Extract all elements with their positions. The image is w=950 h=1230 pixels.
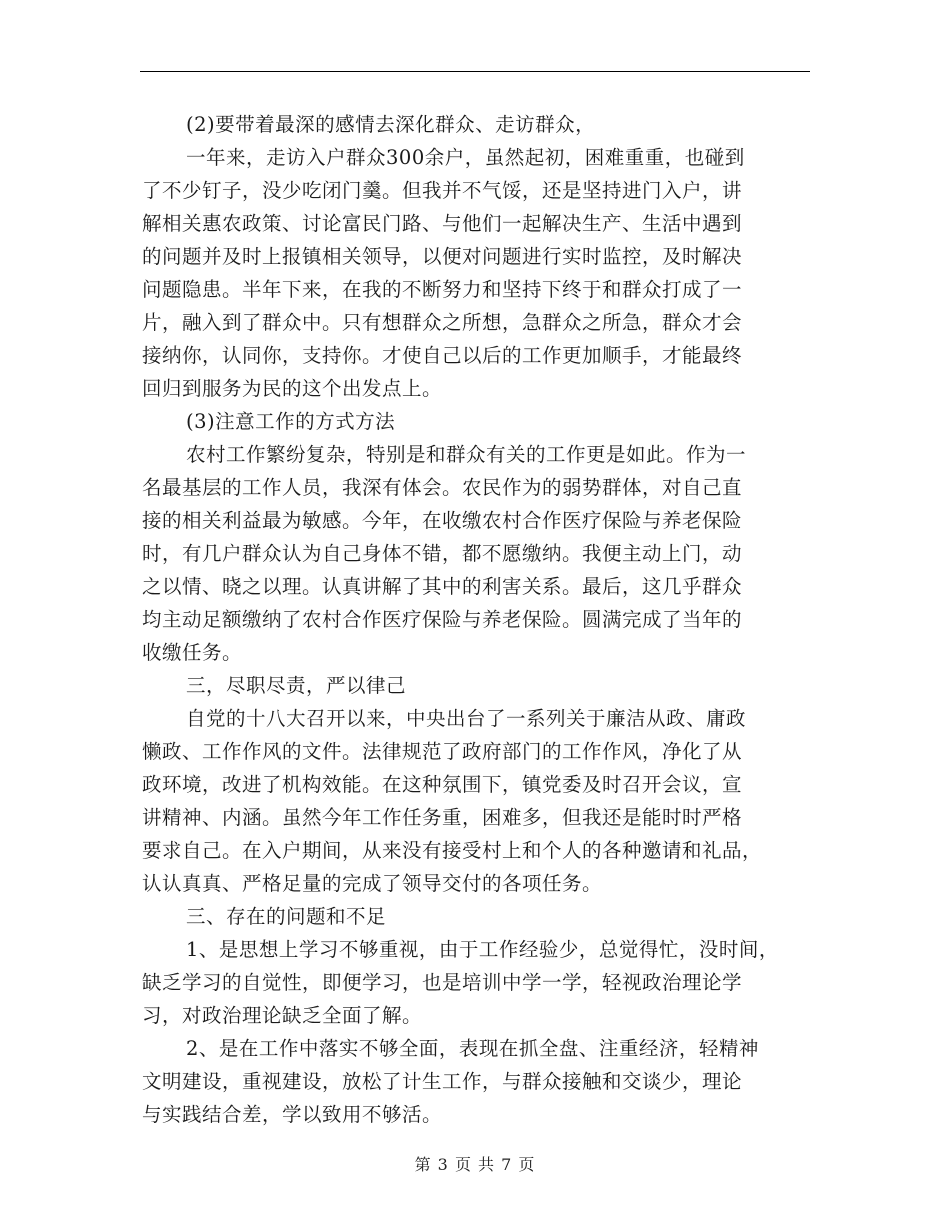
document-body [142,108,814,1131]
paragraph-line: 问题隐患。半年下来，在我的不断努力和坚持下终于和群众打成了一 [142,278,743,301]
paragraph-line: 政环境，改进了机构效能。在这种氛围下，镇党委及时召开会议，宣 [142,773,743,796]
header-rule [140,71,810,72]
paragraph-line: 习，对政治理论缺乏全面了解。 [142,1004,423,1027]
paragraph-line: 接纳你，认同你，支持你。才使自己以后的工作更加顺手，才能最终 [142,344,743,367]
paragraph-line: 要求自己。在入户期间，从来没有接受村上和个人的各种邀请和礼品， [142,839,763,862]
page-number-footer: 第 3 页 共 7 页 [414,1155,536,1174]
paragraph-line: 一年来，走访入户群众300余户，虽然起初，困难重重，也碰到 [186,146,745,169]
paragraph-line: 时，有几户群众认为自己身体不错，都不愿缴纳。我便主动上门，动 [142,542,743,565]
paragraph-line: 与实践结合差，学以致用不够活。 [142,1103,443,1126]
section-heading: 三、存在的问题和不足 [186,905,387,928]
paragraph-line: 缺乏学习的自觉性，即便学习，也是培训中学一学，轻视政治理论学 [142,971,743,994]
section-heading: 三，尽职尽责，严以律己 [186,674,407,697]
paragraph-line: 解相关惠农政策、讨论富民门路、与他们一起解决生产、生活中遇到 [142,212,743,235]
paragraph-line: 认认真真、严格足量的完成了领导交付的各项任务。 [142,872,603,895]
paragraph-line: 了不少钉子，没少吃闭门羹。但我并不气馁，还是坚持进门入户，讲 [142,179,743,202]
paragraph-line: 收缴任务。 [142,641,243,664]
paragraph-line: 文明建设，重视建设，放松了计生工作，与群众接触和交谈少，理论 [142,1070,743,1093]
paragraph-line: 片，融入到了群众中。只有想群众之所想，急群众之所急，群众才会 [142,311,743,334]
paragraph-line: 之以情、晓之以理。认真讲解了其中的利害关系。最后，这几乎群众 [142,575,743,598]
paragraph-line: 的问题并及时上报镇相关领导，以便对问题进行实时监控，及时解决 [142,245,743,268]
paragraph-line: 自党的十八大召开以来，中央出台了一系列关于廉洁从政、庸政 [186,707,747,730]
paragraph-line: 名最基层的工作人员，我深有体会。农民作为的弱势群体，对自己直 [142,476,743,499]
paragraph-line: 懒政、工作作风的文件。法律规范了政府部门的工作作风，净化了从 [142,740,743,763]
paragraph-line: 讲精神、内涵。虽然今年工作任务重，困难多，但我还是能时时严格 [142,806,743,829]
subheading: (2)要带着最深的感情去深化群众、走访群众， [186,113,596,136]
paragraph-line: 农村工作繁纷复杂，特别是和群众有关的工作更是如此。作为一 [186,443,747,466]
subheading: (3)注意工作的方式方法 [186,410,396,433]
paragraph-line: 回归到服务为民的这个出发点上。 [142,377,443,400]
paragraph-line: 2、是在工作中落实不够全面，表现在抓全盘、注重经济，轻精神 [186,1037,759,1060]
paragraph-line: 接的相关利益最为敏感。今年，在收缴农村合作医疗保险与养老保险 [142,509,743,532]
paragraph-line: 1、是思想上学习不够重视，由于工作经验少，总觉得忙，没时间， [186,938,779,961]
paragraph-line: 均主动足额缴纳了农村合作医疗保险与养老保险。圆满完成了当年的 [142,608,743,631]
